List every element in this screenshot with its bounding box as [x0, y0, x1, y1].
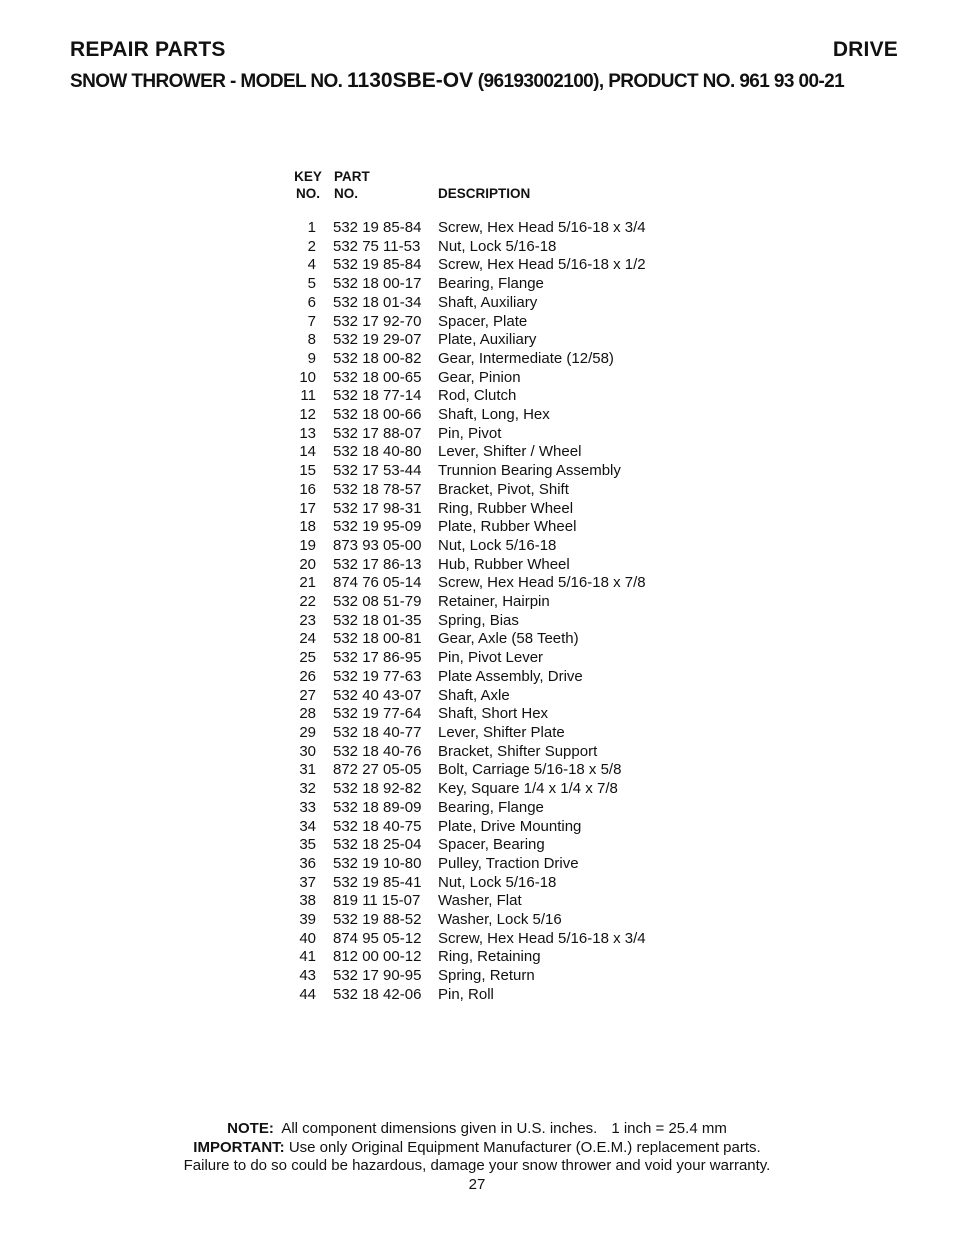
- table-row: [291, 425, 646, 444]
- description-cell: Retainer, Hairpin: [438, 593, 550, 611]
- table-row: [291, 836, 646, 855]
- part-no-cell: 532 17 88-07: [333, 424, 422, 442]
- table-row: [291, 593, 646, 612]
- table-row: [291, 481, 646, 500]
- table-row: [291, 911, 646, 930]
- table-row: [291, 219, 646, 238]
- table-row: [291, 406, 646, 425]
- description-cell: Spacer, Plate: [438, 312, 528, 330]
- note-label: NOTE:: [227, 1120, 274, 1137]
- part-no-cell: 532 19 85-84: [333, 219, 422, 236]
- key-no-cell: 43: [299, 967, 316, 985]
- table-row: [291, 967, 646, 986]
- description-cell: Screw, Hex Head 5/16-18 x 1/2: [438, 256, 646, 274]
- important-text: Use only Original Equipment Manufacturer (O.E.M.) replacement parts.: [288, 1138, 761, 1156]
- table-row: [291, 874, 646, 893]
- table-row: [291, 612, 646, 631]
- description-cell: Pin, Pivot: [438, 424, 502, 442]
- table-row: [291, 256, 646, 275]
- part-no-cell: 532 19 10-80: [333, 854, 422, 872]
- description-cell: Screw, Hex Head 5/16-18 x 7/8: [438, 574, 646, 592]
- parts-table-header: [291, 168, 646, 219]
- description-cell: Pulley, Traction Drive: [438, 854, 579, 872]
- description-cell: Gear, Pinion: [438, 368, 521, 386]
- description-cell: Nut, Lock 5/16-18: [438, 536, 557, 554]
- description-cell: Gear, Axle (58 Teeth): [438, 630, 579, 648]
- key-no-cell: 6: [307, 293, 316, 311]
- table-row: [291, 369, 646, 388]
- key-no-cell: 44: [299, 985, 316, 1003]
- key-no-cell: 32: [299, 780, 316, 798]
- table-row: [291, 687, 646, 706]
- key-no-cell: 7: [307, 312, 316, 330]
- table-row: [291, 724, 646, 743]
- important-label: IMPORTANT:: [193, 1138, 285, 1156]
- description-cell: Shaft, Auxiliary: [438, 293, 538, 311]
- key-no-cell: 33: [299, 798, 316, 816]
- description-cell: Lever, Shifter / Wheel: [438, 443, 582, 461]
- description-cell: Bolt, Carriage 5/16-18 x 5/8: [438, 761, 622, 779]
- table-row: [291, 556, 646, 575]
- table-row: [291, 649, 646, 668]
- key-no-cell: 19: [299, 536, 316, 554]
- part-no-cell: 532 18 00-81: [333, 630, 422, 648]
- description-cell: Spring, Bias: [438, 611, 519, 629]
- part-no-cell: 532 19 95-09: [333, 518, 422, 536]
- part-no-cell: 532 08 51-79: [333, 593, 422, 611]
- description-cell: Bracket, Pivot, Shift: [438, 480, 569, 498]
- part-no-cell: 532 17 90-95: [333, 967, 422, 985]
- key-no-cell: 17: [299, 499, 316, 517]
- part-no-cell: 532 18 89-09: [333, 798, 422, 816]
- table-row: [291, 705, 646, 724]
- table-row: [291, 331, 646, 350]
- header-description: DESCRIPTION: [438, 186, 531, 201]
- part-no-cell: 532 18 25-04: [333, 836, 422, 854]
- description-cell: Trunnion Bearing Assembly: [438, 462, 621, 480]
- table-row: [291, 818, 646, 837]
- parts-table-body: [291, 219, 646, 1005]
- table-row: [291, 780, 646, 799]
- key-no-cell: 18: [299, 518, 316, 536]
- description-cell: Washer, Lock 5/16: [438, 911, 562, 929]
- table-row: [291, 986, 646, 1005]
- table-row: [291, 668, 646, 687]
- description-cell: Gear, Intermediate (12/58): [438, 349, 614, 367]
- description-cell: Key, Square 1/4 x 1/4 x 7/8: [438, 780, 618, 798]
- page-footer: [0, 1120, 954, 1194]
- key-no-cell: 29: [299, 723, 316, 741]
- table-row: [291, 313, 646, 332]
- parts-table: [291, 168, 646, 1005]
- key-no-cell: 38: [299, 892, 316, 910]
- key-no-cell: 22: [299, 593, 316, 611]
- description-cell: Shaft, Long, Hex: [438, 406, 550, 424]
- table-row: [291, 574, 646, 593]
- description-cell: Screw, Hex Head 5/16-18 x 3/4: [438, 929, 646, 947]
- part-no-cell: 532 17 86-13: [333, 555, 422, 573]
- description-cell: Screw, Hex Head 5/16-18 x 3/4: [438, 219, 646, 236]
- table-row: [291, 275, 646, 294]
- description-cell: Washer, Flat: [438, 892, 522, 910]
- key-no-cell: 8: [307, 331, 316, 349]
- table-row: [291, 294, 646, 313]
- key-no-cell: 30: [299, 742, 316, 760]
- table-row: [291, 537, 646, 556]
- description-cell: Shaft, Short Hex: [438, 705, 549, 723]
- description-cell: Bracket, Shifter Support: [438, 742, 598, 760]
- table-row: [291, 761, 646, 780]
- part-no-cell: 532 17 86-95: [333, 649, 422, 667]
- key-no-cell: 41: [299, 948, 316, 966]
- key-no-cell: 21: [299, 574, 316, 592]
- key-no-cell: 26: [299, 667, 316, 685]
- key-no-cell: 4: [307, 256, 316, 274]
- description-cell: Rod, Clutch: [438, 387, 517, 405]
- part-no-cell: 812 00 00-12: [333, 948, 422, 966]
- key-no-cell: 16: [299, 480, 316, 498]
- part-no-cell: 532 18 42-06: [333, 985, 422, 1003]
- description-cell: Pin, Roll: [438, 985, 494, 1003]
- description-cell: Plate, Rubber Wheel: [438, 518, 577, 536]
- table-row: [291, 799, 646, 818]
- key-no-cell: 12: [299, 406, 316, 424]
- header-part-no: PART NO.: [334, 169, 370, 201]
- part-no-cell: 532 18 00-82: [333, 349, 422, 367]
- description-cell: Plate Assembly, Drive: [438, 667, 583, 685]
- conversion-text: 1 inch = 25.4 mm: [611, 1120, 727, 1137]
- part-no-cell: 874 76 05-14: [333, 574, 422, 592]
- key-no-cell: 36: [299, 854, 316, 872]
- part-no-cell: 532 18 00-66: [333, 406, 422, 424]
- table-row: [291, 743, 646, 762]
- key-no-cell: 31: [299, 761, 316, 779]
- table-row: [291, 443, 646, 462]
- key-no-cell: 23: [299, 611, 316, 629]
- key-no-cell: 25: [299, 649, 316, 667]
- key-no-cell: 13: [299, 424, 316, 442]
- warning-line: Failure to do so could be hazardous, damage your snow thrower and void your warranty.: [183, 1157, 771, 1174]
- description-cell: Plate, Drive Mounting: [438, 817, 582, 835]
- part-no-cell: 532 19 85-41: [333, 873, 422, 891]
- key-no-cell: 24: [299, 630, 316, 648]
- key-no-cell: 34: [299, 817, 316, 835]
- key-no-cell: 10: [299, 368, 316, 386]
- model-number: 1130SBE-OV: [347, 69, 474, 92]
- key-no-cell: 20: [299, 555, 316, 573]
- model-subtitle: [70, 69, 900, 93]
- key-no-cell: 1: [307, 219, 316, 236]
- table-row: [291, 238, 646, 257]
- subtitle-suffix: (96193002100), PRODUCT NO. 961 93 00-21: [473, 71, 845, 92]
- important-line: [0, 1139, 954, 1158]
- part-no-cell: 532 17 92-70: [333, 312, 422, 330]
- part-no-cell: 532 18 77-14: [333, 387, 422, 405]
- table-row: [291, 855, 646, 874]
- key-no-cell: 2: [307, 237, 316, 255]
- page-number: 27: [468, 1175, 486, 1193]
- part-no-cell: 532 18 40-75: [333, 817, 422, 835]
- section-title: REPAIR PARTS: [70, 38, 226, 61]
- note-text: All component dimensions given in U.S. inches.: [281, 1120, 598, 1137]
- part-no-cell: 532 17 98-31: [333, 499, 422, 517]
- part-no-cell: 532 40 43-07: [333, 686, 422, 704]
- table-row: [291, 948, 646, 967]
- description-cell: Spring, Return: [438, 967, 535, 985]
- part-no-cell: 819 11 15-07: [333, 892, 421, 910]
- description-cell: Nut, Lock 5/16-18: [438, 237, 557, 255]
- part-no-cell: 532 75 11-53: [333, 237, 421, 255]
- part-no-cell: 532 19 88-52: [333, 911, 422, 929]
- description-cell: Ring, Retaining: [438, 948, 541, 966]
- key-no-cell: 28: [299, 705, 316, 723]
- description-cell: Lever, Shifter Plate: [438, 723, 565, 741]
- table-row: [291, 387, 646, 406]
- description-cell: Bearing, Flange: [438, 798, 544, 816]
- part-no-cell: 532 18 00-65: [333, 368, 422, 386]
- part-no-cell: 532 18 40-77: [333, 723, 422, 741]
- note-line: [0, 1120, 954, 1139]
- part-no-cell: 532 18 00-17: [333, 275, 422, 293]
- subtitle-prefix: SNOW THROWER - MODEL NO.: [70, 71, 348, 92]
- page-header: [70, 38, 898, 62]
- table-row: [291, 462, 646, 481]
- key-no-cell: 5: [307, 275, 316, 293]
- table-row: [291, 518, 646, 537]
- part-no-cell: 532 18 92-82: [333, 780, 422, 798]
- table-row: [291, 630, 646, 649]
- part-no-cell: 532 19 29-07: [333, 331, 422, 349]
- header-key-no: KEY NO.: [294, 169, 322, 201]
- description-cell: Pin, Pivot Lever: [438, 649, 544, 667]
- part-no-cell: 532 19 77-64: [333, 705, 422, 723]
- key-no-cell: 39: [299, 911, 316, 929]
- key-no-cell: 14: [299, 443, 316, 461]
- table-row: [291, 350, 646, 369]
- table-row: [291, 892, 646, 911]
- key-no-cell: 40: [299, 929, 316, 947]
- part-no-cell: 532 18 78-57: [333, 480, 422, 498]
- description-cell: Plate, Auxiliary: [438, 331, 537, 349]
- key-no-cell: 37: [299, 873, 316, 891]
- key-no-cell: 27: [299, 686, 316, 704]
- part-no-cell: 873 93 05-00: [333, 536, 422, 554]
- part-no-cell: 874 95 05-12: [333, 929, 422, 947]
- part-no-cell: 532 18 40-76: [333, 742, 422, 760]
- table-row: [291, 930, 646, 949]
- part-no-cell: 532 18 40-80: [333, 443, 422, 461]
- description-cell: Ring, Rubber Wheel: [438, 499, 574, 517]
- part-no-cell: 532 19 85-84: [333, 256, 422, 274]
- description-cell: Hub, Rubber Wheel: [438, 555, 570, 573]
- description-cell: Bearing, Flange: [438, 275, 544, 293]
- key-no-cell: 11: [300, 387, 316, 405]
- description-cell: Spacer, Bearing: [438, 836, 545, 854]
- key-no-cell: 9: [307, 349, 316, 367]
- section-subject: DRIVE: [832, 38, 898, 61]
- description-cell: Nut, Lock 5/16-18: [438, 873, 557, 891]
- part-no-cell: 872 27 05-05: [333, 761, 422, 779]
- key-no-cell: 35: [299, 836, 316, 854]
- part-no-cell: 532 17 53-44: [333, 462, 422, 480]
- key-no-cell: 15: [299, 462, 316, 480]
- description-cell: Shaft, Axle: [438, 686, 510, 704]
- part-no-cell: 532 19 77-63: [333, 667, 422, 685]
- part-no-cell: 532 18 01-35: [333, 611, 422, 629]
- table-row: [291, 500, 646, 519]
- part-no-cell: 532 18 01-34: [333, 293, 422, 311]
